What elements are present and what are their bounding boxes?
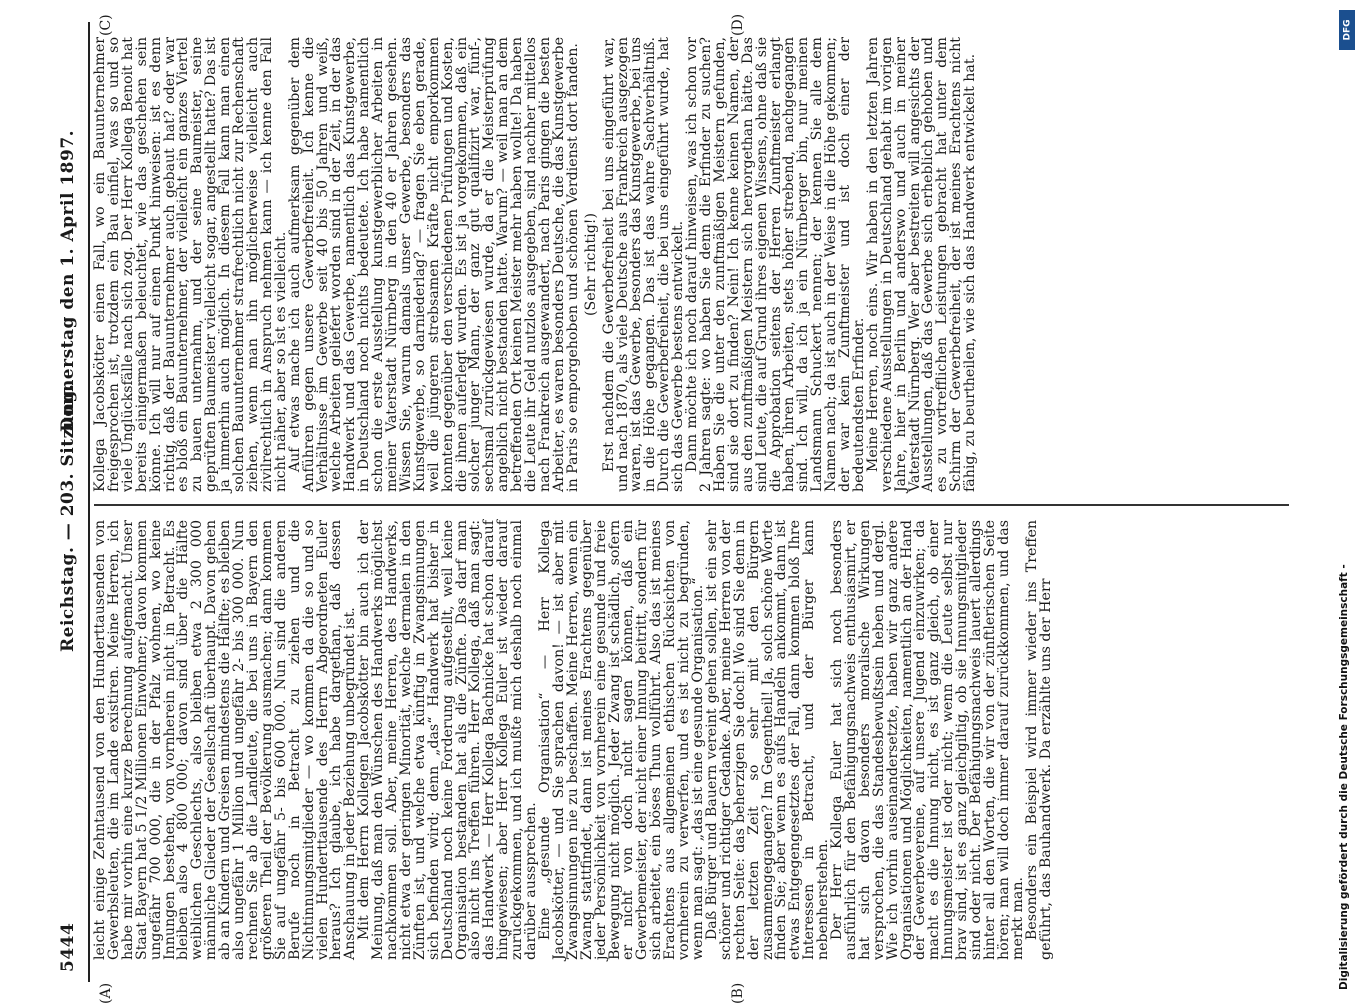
session-title: Reichstag. — 203. Sitzung. [58,383,78,652]
paragraph: Auf etwas mache ich auch aufmerksam gegenüber dem Anführen gegen unsere Gewerbefreiheit. Ich kenne die Verhältnisse im Gewerbe seit 40 bis 50 Jahren und weiß, welche Arbeiten geliefert worden sind in der Zeit, in der das Handwerk und das Gewerbe, namentlich das Kunstgewerbe, in Deutschland noch nichts bedeutete. Ich habe namentlich schon die erste Ausstellung kunstgewerblicher Arbeiten in meiner Vaterstadt Nürnberg in den 40 er Jahren gesehen. Wissen Sie, warum damals unser Gewerbe, besonders das Kunstgewerbe, so darniederlag? — fragen Sie eben gerade, weil die jüngeren strebsamen Kräfte nicht emporkommen konnten gegenüber den verschiedenen Prüfungen und Kosten, die ihnen auferlegt wurden. Es ist ja vorgekommen, daß ein solcher junger Mann, der ganz gut qualifizirt war, fünf-, sechsmal zurückgewiesen wurde, da er die Meisterprüfung angeblich nicht bestanden hatte. Warum? — weil man an dem betreffenden Ort keinen Meister mehr haben wollte! Da haben die Leute ihr Geld nutzlos ausgegeben, sind nachher mittellos nach Frankreich ausgewandert, nach Paris gingen die besten Arbeiter, es waren besonders Deutsche, die das Kunstgewerbe in Paris so emporgehoben und schönen Verdienst dort fanden. [286,37,581,492]
margin-marker-a: (A) [98,982,114,1004]
page-number: 5444 [58,922,78,972]
credit-text: Digitalisierung gefördert durch die Deutsche Forschungsgemeinschaft - [1338,564,1350,990]
paragraph: Eine „gesunde Organisation“ — Herr Kollega Jacobskötter, — und Sie sprachen davon! — ist aber mit Zwangsinnungen nie zu beschaffen. Meine Herren, wenn ein Zwang stattfindet, dann ist meines Erachtens gegenüber jeder Persönlichkeit von vornherein eine gesunde und freie Bewegung nicht möglich. Jeder Zwang ist schädlich, sofern er nicht von doch nicht sagen können, daß ein Gewerbemeister, der nicht einer Innung beitritt, sondern für sich arbeitet, ein böses Thun vollführt. Also das ist meines Erachtens aus allgemeinen ethischen Rücksichten von vornherein zu verwerfen, und es ist nicht zu begründen, wenn man sagt: „das ist eine gesunde Organisation.“ [537,520,706,960]
paragraph: Meine Herren, noch eins. Wir haben in den letzten Jahren verschiedene Ausstellungen in Deutschland gehabt im vorigen Jahre, hier in Berlin und anderswo und auch in meiner Vaterstadt Nürnberg. Wer aber bestreiten will angesichts der Ausstellungen, daß das Gewerbe sich erheblich gehoben und es zu vortrefflichen Leistungen gebracht hat unter dem Schirm der Gewerbefreiheit, der ist meines Erachtens nicht fähig, zu beurtheilen, wie sich das Handwerk entwickelt hat. [864,37,979,492]
right-column [94,37,1289,492]
column-divider [94,504,1289,506]
digitization-credit [1338,10,1358,990]
paragraph: Kollega Jacobskötter einen Fall, wo ein Bauunternehmer freigesprochen ist, trotzdem ein Bau einfiel, was so und so viele Unglücksfälle nach sich zog. Der Herr Kollega Benoit hat bereits einigermaßen beleuchtet, wie das geschehen sein könne. Ich will nur auf einen Punkt hinweisen: ist es denn richtig, daß der Bauunternehmer auch gebaut hat? oder war es bloß ein Bauunternehmer, der vielleicht ein ganzes Viertel zu bauen unternahm, und der seine Baumeister, seine geprüften Baumeister vielleicht sogar, angestellt hatte? Das ist ja immerhin auch möglich. In diesem Fall kann man einen solchen Bauunternehmer strafrechtlich nicht zur Rechenschaft ziehen, wenn man ihn möglicherweise vielleicht auch zivilrechtlich in Anspruch nehmen kann — ich kenne den Fall nicht näher, aber so ist es vielleicht. [92,37,289,492]
dfg-logo: DFG [1339,10,1355,50]
paragraph: Dann möchte ich noch darauf hinweisen, was ich schon vor 2 Jahren sagte: wo haben Sie denn die Erfinder zu suchen? Haben Sie die unter den zunftmäßigen Meistern gefunden, sind sie dort zu finden? Nein! Ich kenne keinen Namen, der aus den zunftmäßigen Meistern sich hervorgethan hätte. Das sind Leute, die auf Grund ihres eigenen Wissens, ohne daß sie die Approbation seitens der Herren Zunftmeister erlangt haben, ihren Arbeiten, stets höher strebend, nachgegangen sind. Ich will, da ich ja ein Nürnberger bin, nur meinen Landsmann Schuckert nennen; der kennen Sie alle dem Namen nach; da ist auch in der Weise in die Höhe gekommen; der war kein Zunftmeister und ist doch einer der bedeutendsten Erfinder. [684,37,867,492]
header-rule [88,22,90,982]
paragraph: Besonders ein Beispiel wird immer wieder ins Treffen geführt, das Bauhandwerk. Da erzählte uns der Herr [1023,520,1054,960]
margin-marker-d: (D) [730,13,746,36]
paragraph: leicht einige Zehntausend von den Hunderttausenden von Gewerbsleuten, die im Lande existiren. Meine Herren, ich habe mir vorhin eine kurze Berechnung aufgemacht. Unser Staat Bayern hat 5 1/2 Millionen Einwohner; davon kommen ungefähr 700 000, die in der Pfalz wohnen, wo keine Innungen bestehen, von vornherein nicht in Betracht. Es bleiben also 4 800 000; davon sind über die Hälfte weiblichen Geschlechts, also bleiben etwa 2 300 000 männliche Glieder der Gesellschaft überhaupt. Davon gehen ab an Kindern und Greisen mindestens die Hälfte; es bleiben also ungefähr 1 Million und ungefähr 2- bis 300 000. Nun rechnen Sie ab die Landleute, die bei uns in Bayern den größeren Theil der Bevölkerung ausmachen; dann kommen Sie auf ungefähr 5- bis 600 000. Nun sind die anderen Berufe noch in Betracht zu ziehen und die Nichtinnungsmitglieder — wo kommen da die so und so vielen Hunderttausende des Herrn Abgeordneten Euler heraus? Ich glaube, ich habe dargethan, daß dessen Anschauung in jeder Beziehung unbegründet ist. [92,520,359,960]
paragraph: Erst nachdem die Gewerbefreiheit bei uns eingeführt war, und nach 1870, als viele Deutsche aus Frankreich ausgezogen waren, ist das Gewerbe, besonders das Kunstgewerbe, bei uns in die Höhe gegangen. Das ist das wahre Sachverhältniß. Durch die Gewerbefreiheit, die bei uns eingeführt wurde, hat sich das Gewerbe bestens entwickelt. [600,37,687,492]
margin-marker-b: (B) [730,982,746,1004]
paragraph: Daß Bürger und Bauern vereint gehen sollen, ist ein sehr schöner und richtiger Gedanke. Aber, meine Herren von der rechten Seite: das beherzigen Sie doch! Wo sind Sie denn in der letzten Zeit so sehr mit den Bürgern zusammengegangen? Im Gegentheil! Ja, solch schöne Worte finden Sie; aber wenn es aufs Handeln ankommt, dann ist etwas Entgegengesetztes der Fall, dann kommen bloß Ihre Interessen in Betracht, und der Bürger kann nebenherstehen. [703,520,832,960]
session-date: Donnerstag den 1. April 1897. [58,129,78,432]
paragraph: Mit dem Herrn Kollegen Jacobskötter bin auch ich der Meinung, daß man den Wünschen des Handwerks möglichst nachkommen soll. Aber, meine Herren, des Handwerks, nicht etwa der geringen Minorität, welche dermalen in den Zünften ist, und welche etwa künftig in Zwangsinnungen sich befinden wird; denn „das“ Handwerk hat bisher in Deutschland noch keine Forderung aufgestellt, weil keine Organisation bestanden hat als die Zünfte. Das darf man also nicht ins Treffen führen. Herr Kollega, daß man sagt: das Handwerk — Herr Kollega Bachnicke hat schon darauf hingewiesen; aber Herr Kollega Euler ist wieder darauf zurückgekommen, und ich mußte mich deshalb noch einmal darüber aussprechen. [356,520,540,960]
left-column [94,520,1289,960]
running-head [50,22,90,982]
paragraph: Der Herr Kollega Euler hat sich noch besonders ausführlich für den Befähigungsnachweis enthusiasmirt, er hat sich davon besonders moralische Wirkungen versprochen, die das Standesbewußtsein heben und dergl. Wie ich vorhin auseinandersetzte, haben wir ganz andere Organisationen und Möglichkeiten, namentlich an der Hand der Gewerbevereine, auf unsere Jugend einzuwirken; da macht es die Innung nicht, es ist ganz gleich, ob einer Innungsmeister ist oder nicht; wenn die Leute selbst nur brav sind, ist es ganz gleichgiltig, ob sie Innungsmitglieder sind oder nicht. Der Befähigungsnachweis lauert allerdings hinter all den Worten, die wir von der zünftlerischen Seite hören; man will doch immer darauf zurückkommen, und das merkt man. [829,520,1026,960]
interjection: (Sehr richtig!) [582,212,599,317]
margin-marker-c: (C) [98,14,114,36]
scanned-page [50,13,1300,1004]
